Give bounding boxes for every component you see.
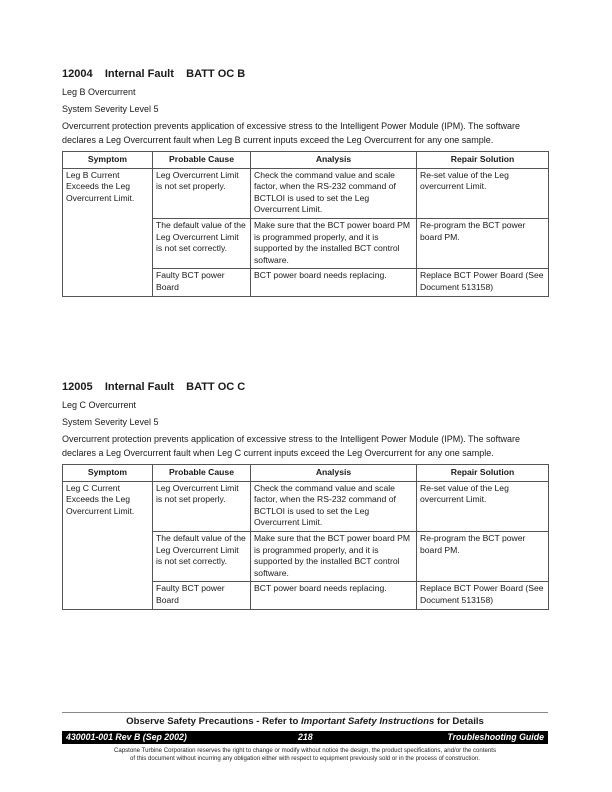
footer-bar <box>62 731 548 744</box>
header-probable-cause: Probable Cause <box>153 465 251 482</box>
header-analysis: Analysis <box>251 152 417 169</box>
fault-title: Internal Fault <box>104 68 174 80</box>
cause-cell: The default value of the Leg Overcurrent Limit is not set correctly. <box>153 531 251 581</box>
fault-heading <box>62 68 548 80</box>
table-row <box>63 168 549 218</box>
legal-notice: Capstone Turbine Corporation reserves the right to change or modify without notice the design, the product specifications, and/or the contents of this document without incurring any obligation either with respect to equipment previously sold or in the process of construction. <box>113 747 497 762</box>
symptom-cell: Leg C Current Exceeds the Leg Overcurrent Limit. <box>63 481 153 609</box>
document-id: 430001-001 Rev B (Sep 2002) <box>66 732 187 742</box>
troubleshooting-table <box>62 151 549 297</box>
solution-cell: Replace BCT Power Board (See Document 513158) <box>417 582 549 609</box>
table-header-row <box>63 465 549 482</box>
fault-code: 12005 <box>62 381 93 393</box>
guide-name: Troubleshooting Guide <box>447 732 544 742</box>
header-repair-solution: Repair Solution <box>417 152 549 169</box>
table-header-row <box>63 152 549 169</box>
solution-cell: Re-set value of the Leg overcurrent Limit. <box>417 168 549 218</box>
analysis-cell: Check the command value and scale factor, when the RS-232 command of BCTLOI is used to set the Leg Overcurrent Limit. <box>251 168 417 218</box>
fault-code: 12004 <box>62 68 93 80</box>
severity-level: System Severity Level 5 <box>62 104 159 114</box>
cause-cell: Leg Overcurrent Limit is not set properly. <box>153 481 251 531</box>
symptom-cell: Leg B Current Exceeds the Leg Overcurrent Limit. <box>63 168 153 296</box>
fault-title: Internal Fault <box>104 381 174 393</box>
fault-subtitle: BATT OC B <box>186 68 246 80</box>
footer-divider <box>62 712 548 713</box>
fault-heading <box>62 381 548 393</box>
header-analysis: Analysis <box>251 465 417 482</box>
troubleshooting-table <box>62 464 549 610</box>
cause-cell: The default value of the Leg Overcurrent Limit is not set correctly. <box>153 218 251 268</box>
fault-paragraph: Overcurrent protection prevents application of excessive stress to the Intelligent Power Module (IPM). The software declares a Leg Overcurrent fault when Leg B current inputs exceed the Leg Overcurrent for any one sample. <box>62 121 521 145</box>
solution-cell: Re-program the BCT power board PM. <box>417 218 549 268</box>
header-symptom: Symptom <box>63 465 153 482</box>
header-repair-solution: Repair Solution <box>417 465 549 482</box>
cause-cell: Faulty BCT power Board <box>153 582 251 609</box>
fault-section-12005 <box>62 381 548 610</box>
fault-section-12004 <box>62 68 548 297</box>
solution-cell: Re-set value of the Leg overcurrent Limit. <box>417 481 549 531</box>
page-number: 218 <box>298 732 313 742</box>
analysis-cell: BCT power board needs replacing. <box>251 582 417 609</box>
cause-cell: Leg Overcurrent Limit is not set properly. <box>153 168 251 218</box>
page-footer <box>62 712 548 763</box>
solution-cell: Replace BCT Power Board (See Document 513158) <box>417 269 549 296</box>
safety-notice: Observe Safety Precautions - Refer to Important Safety Instructions for Details <box>126 716 484 727</box>
analysis-cell: Make sure that the BCT power board PM is programmed properly, and it is supported by the installed BCT control software. <box>251 218 417 268</box>
header-probable-cause: Probable Cause <box>153 152 251 169</box>
safety-instructions-reference: Important Safety Instructions <box>301 716 435 727</box>
header-symptom: Symptom <box>63 152 153 169</box>
fault-paragraph: Overcurrent protection prevents application of excessive stress to the Intelligent Power Module (IPM). The software declares a Leg Overcurrent fault when Leg C current inputs exceed the Leg Overcurrent for any one sample. <box>62 434 521 458</box>
analysis-cell: BCT power board needs replacing. <box>251 269 417 296</box>
fault-subtitle: BATT OC C <box>186 381 246 393</box>
cause-cell: Faulty BCT power Board <box>153 269 251 296</box>
fault-description: Leg B Overcurrent <box>62 87 136 97</box>
table-row <box>63 481 549 531</box>
analysis-cell: Make sure that the BCT power board PM is programmed properly, and it is supported by the installed BCT control software. <box>251 531 417 581</box>
analysis-cell: Check the command value and scale factor, when the RS-232 command of BCTLOI is used to set the Leg Overcurrent Limit. <box>251 481 417 531</box>
fault-description: Leg C Overcurrent <box>62 400 137 410</box>
severity-level: System Severity Level 5 <box>62 417 159 427</box>
solution-cell: Re-program the BCT power board PM. <box>417 531 549 581</box>
